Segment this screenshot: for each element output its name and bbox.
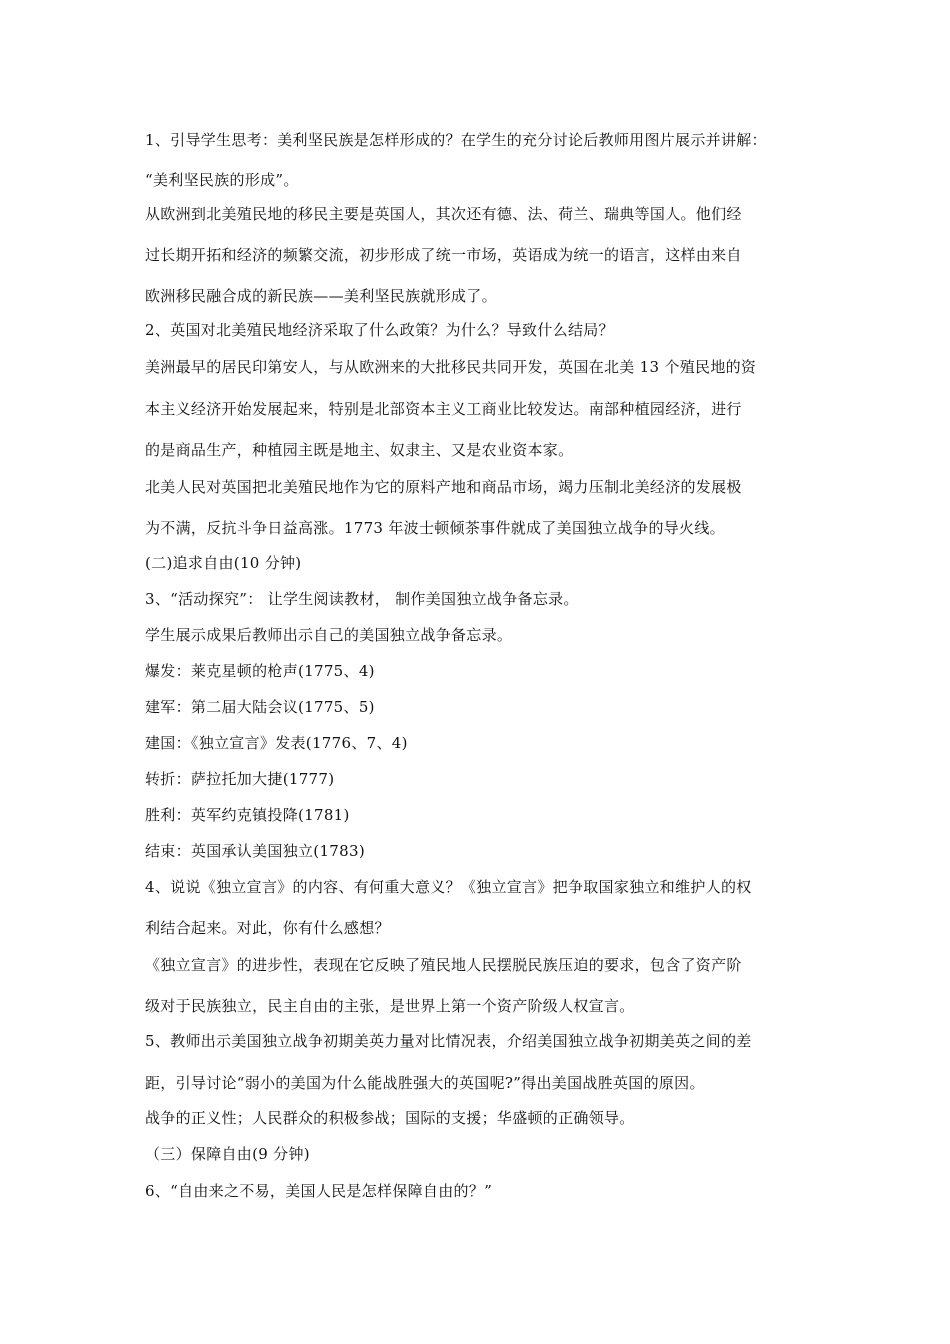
question-1-line-2: “美利坚民族的形成”。	[145, 171, 299, 189]
question-6-line: 6、“自由来之不易，美国人民是怎样保障自由的？”	[145, 1182, 493, 1200]
answer-1-line-2: 过长期开拓和经济的频繁交流，初步形成了统一市场，英语成为统一的语言，这样由来自	[145, 246, 742, 264]
answer-4-line-2: 级对于民族独立，民主自由的主张，是世界上第一个资产阶级人权宣言。	[145, 997, 635, 1015]
answer-3-intro: 学生展示成果后教师出示自己的美国独立战争备忘录。	[145, 626, 513, 644]
answer-2-line-1: 美洲最早的居民印第安人，与从欧洲来的大批移民共同开发，英国在北美 13 个殖民地的资	[145, 358, 757, 376]
memo-end: 结束：英国承认美国独立(1783)	[145, 842, 365, 860]
question-4-line-2: 利结合起来。对此，你有什么感想？	[145, 919, 390, 937]
memo-victory: 胜利：英军约克镇投降(1781)	[145, 806, 350, 824]
question-2-line: 2、英国对北美殖民地经济采取了什么政策？为什么？导致什么结局？	[145, 321, 614, 339]
answer-2-line-2: 本主义经济开始发展起来，特别是北部资本主义工商业比较发达。南部种植园经济，进行	[145, 400, 742, 418]
question-4-line-1: 4、说说《独立宣言》的内容、有何重大意义？《独立宣言》把争取国家独立和维护人的权	[145, 878, 752, 896]
memo-army: 建军：第二届大陆会议(1775、5)	[145, 698, 375, 716]
answer-2b-line-1: 北美人民对英国把北美殖民地作为它的原料产地和商品市场，竭力压制北美经济的发展极	[145, 478, 742, 496]
question-1-line-1: 1、引导学生思考：美利坚民族是怎样形成的？在学生的充分讨论后教师用图片展示并讲解：	[145, 131, 767, 149]
section-3-heading: （三）保障自由(9 分钟)	[145, 1145, 310, 1163]
answer-2b-line-2: 为不满，反抗斗争日益高涨。1773 年波士顿倾茶事件就成了美国独立战争的导火线。	[145, 519, 725, 537]
answer-1-line-3: 欧洲移民融合成的新民族——美利坚民族就形成了。	[145, 287, 497, 305]
question-5-line-2: 距，引导讨论“弱小的美国为什么能战胜强大的英国呢?”得出美国战胜英国的原因。	[145, 1074, 705, 1092]
answer-4-line-1: 《独立宣言》的进步性，表现在它反映了殖民地人民摆脱民族压迫的要求，包含了资产阶	[145, 956, 742, 974]
memo-founding: 建国：《独立宣言》发表(1776、7、4)	[145, 734, 408, 752]
question-5-line-1: 5、教师出示美国独立战争初期美英力量对比情况表，介绍美国独立战争初期美英之间的差	[145, 1032, 752, 1050]
memo-outbreak: 爆发：莱克星顿的枪声(1775、4)	[145, 662, 375, 680]
memo-turning-point: 转折：萨拉托加大捷(1777)	[145, 770, 335, 788]
question-3-line: 3、“活动探究”： 让学生阅读教材， 制作美国独立战争备忘录。	[145, 590, 579, 608]
answer-1-line-1: 从欧洲到北美殖民地的移民主要是英国人，其次还有德、法、荷兰、瑞典等国人。他们经	[145, 205, 742, 223]
answer-2-line-3: 的是商品生产，种植园主既是地主、奴隶主、又是农业资本家。	[145, 441, 574, 459]
answer-5-line: 战争的正义性；人民群众的积极参战；国际的支援；华盛顿的正确领导。	[145, 1109, 635, 1127]
section-2-heading: (二)追求自由(10 分钟)	[145, 554, 302, 572]
